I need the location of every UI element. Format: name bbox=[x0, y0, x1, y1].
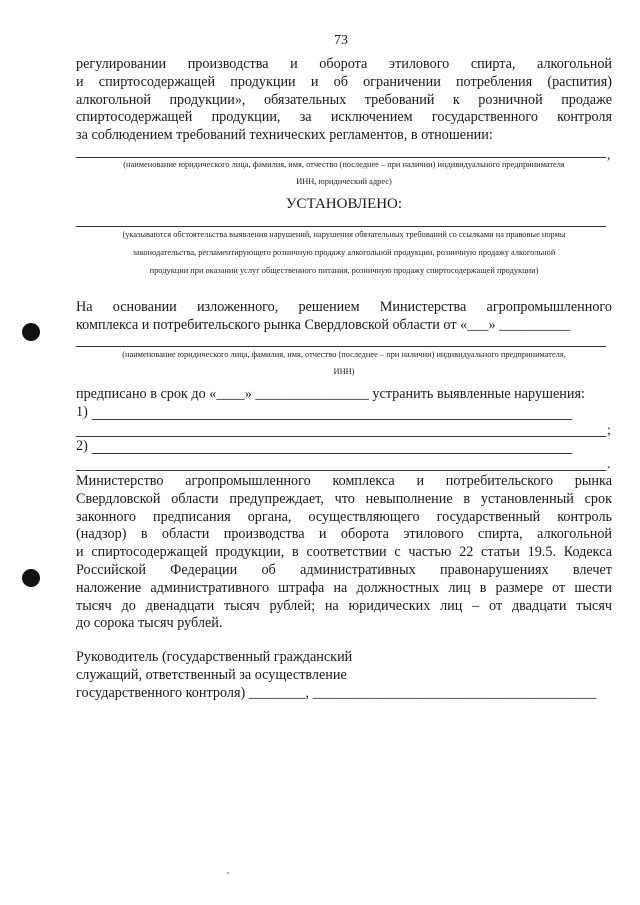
warning-line: Российской Федерации об административных правонарушениях влечет bbox=[76, 561, 612, 578]
circumstances-field-line[interactable] bbox=[76, 226, 606, 227]
signature-line: Руководитель (государственный гражданский bbox=[76, 649, 353, 665]
item1-end: ; bbox=[607, 423, 611, 438]
warning-line: тысяч до двенадцати тысяч рублей; на юридических лиц – от двадцати тысяч bbox=[76, 597, 612, 614]
caption-line: ИНН) bbox=[333, 367, 355, 376]
warning-paragraph bbox=[76, 473, 612, 633]
item2-end: . bbox=[607, 457, 611, 472]
warning-line: Министерство агропромышленного комплекса и потребительского рынка bbox=[76, 473, 612, 489]
warning-line: (надзор) в области производства и оборота этилового спирта, алкогольной bbox=[76, 526, 612, 543]
warning-line: наложение административного штрафа на должностных лиц в размере от шести bbox=[76, 579, 612, 596]
basis-line: На основании изложенного, решением Министерства агропромышленного bbox=[76, 299, 612, 315]
item2-label: 2) bbox=[76, 438, 88, 454]
caption-line: (наименование юридического лица, фамилия, имя, отчество (последнее – при наличии) индивидуального предпринимателя bbox=[123, 160, 565, 169]
entity2-caption bbox=[76, 349, 612, 378]
page-number: 73 bbox=[334, 33, 348, 48]
warning-line: до сорока тысяч рублей. bbox=[76, 615, 223, 632]
entity-field-line[interactable] bbox=[76, 157, 606, 158]
basis-line: комплекса и потребительского рынка Свердловской области от «___» __________ bbox=[76, 316, 571, 333]
intro-line: алкогольной продукции», обязательных требований к розничной продаже bbox=[76, 91, 612, 108]
intro-line: за соблюдением требований технических регламентов, в отношении: bbox=[76, 127, 493, 144]
prescribed-line: предписано в срок до «____» ________________ устранить выявленные нарушения: bbox=[76, 386, 585, 402]
punch-hole-top bbox=[22, 323, 40, 341]
warning-line: Свердловской области предупреждает, что невыполнение в установленный срок bbox=[76, 490, 612, 507]
entity-field-comma: , bbox=[607, 147, 611, 162]
caption-line: продукции при оказании услуг общественного питания, розничную продажу спиртосодержащей продукции) bbox=[149, 266, 539, 275]
caption-line: законодательства, регламентирующего розничную продажу алкогольной продукции, розничную продажу алкогольной bbox=[132, 248, 556, 257]
scan-speck bbox=[227, 872, 229, 874]
item2-field-line2[interactable] bbox=[76, 470, 606, 471]
punch-hole-bottom bbox=[22, 569, 40, 587]
intro-line: спиртосодержащей продукции, за исключением государственного контроля bbox=[76, 109, 612, 126]
item2-field-line[interactable] bbox=[92, 453, 572, 454]
item1-label: 1) bbox=[76, 404, 88, 420]
item1-field-line2[interactable] bbox=[76, 436, 606, 437]
intro-line: регулировании производства и оборота этилового спирта, алкогольной bbox=[76, 56, 612, 72]
intro-paragraph bbox=[76, 56, 612, 145]
caption-line: (указываются обстоятельства выявления нарушений, нарушения обязательных требований со ссылками на правовые нормы bbox=[122, 230, 566, 239]
entity2-field-line[interactable] bbox=[76, 346, 606, 347]
warning-line: законного предписания органа, осуществляющего государственный контроль bbox=[76, 508, 612, 525]
caption-line: (наименование юридического лица, фамилия, имя, отчество (последнее – при наличии) индивидуального предпринимателя, bbox=[122, 350, 566, 359]
signature-line: государственного контроля) ________, ________________________________________ bbox=[76, 684, 597, 701]
entity-caption bbox=[76, 159, 612, 188]
circumstances-caption bbox=[76, 229, 612, 277]
intro-line: и спиртосодержащей продукции и об ограничении потребления (распития) bbox=[76, 73, 612, 90]
basis-paragraph bbox=[76, 299, 612, 335]
warning-line: и спиртосодержащей продукции, в соответствии с частью 22 статьи 19.5. Кодекса bbox=[76, 544, 612, 561]
established-heading: УСТАНОВЛЕНО: bbox=[285, 196, 403, 212]
item1-field-line[interactable] bbox=[92, 419, 572, 420]
signature-line: служащий, ответственный за осуществление bbox=[76, 666, 347, 683]
signature-block bbox=[76, 649, 616, 702]
caption-line: ИНН, юридический адрес) bbox=[296, 177, 392, 186]
